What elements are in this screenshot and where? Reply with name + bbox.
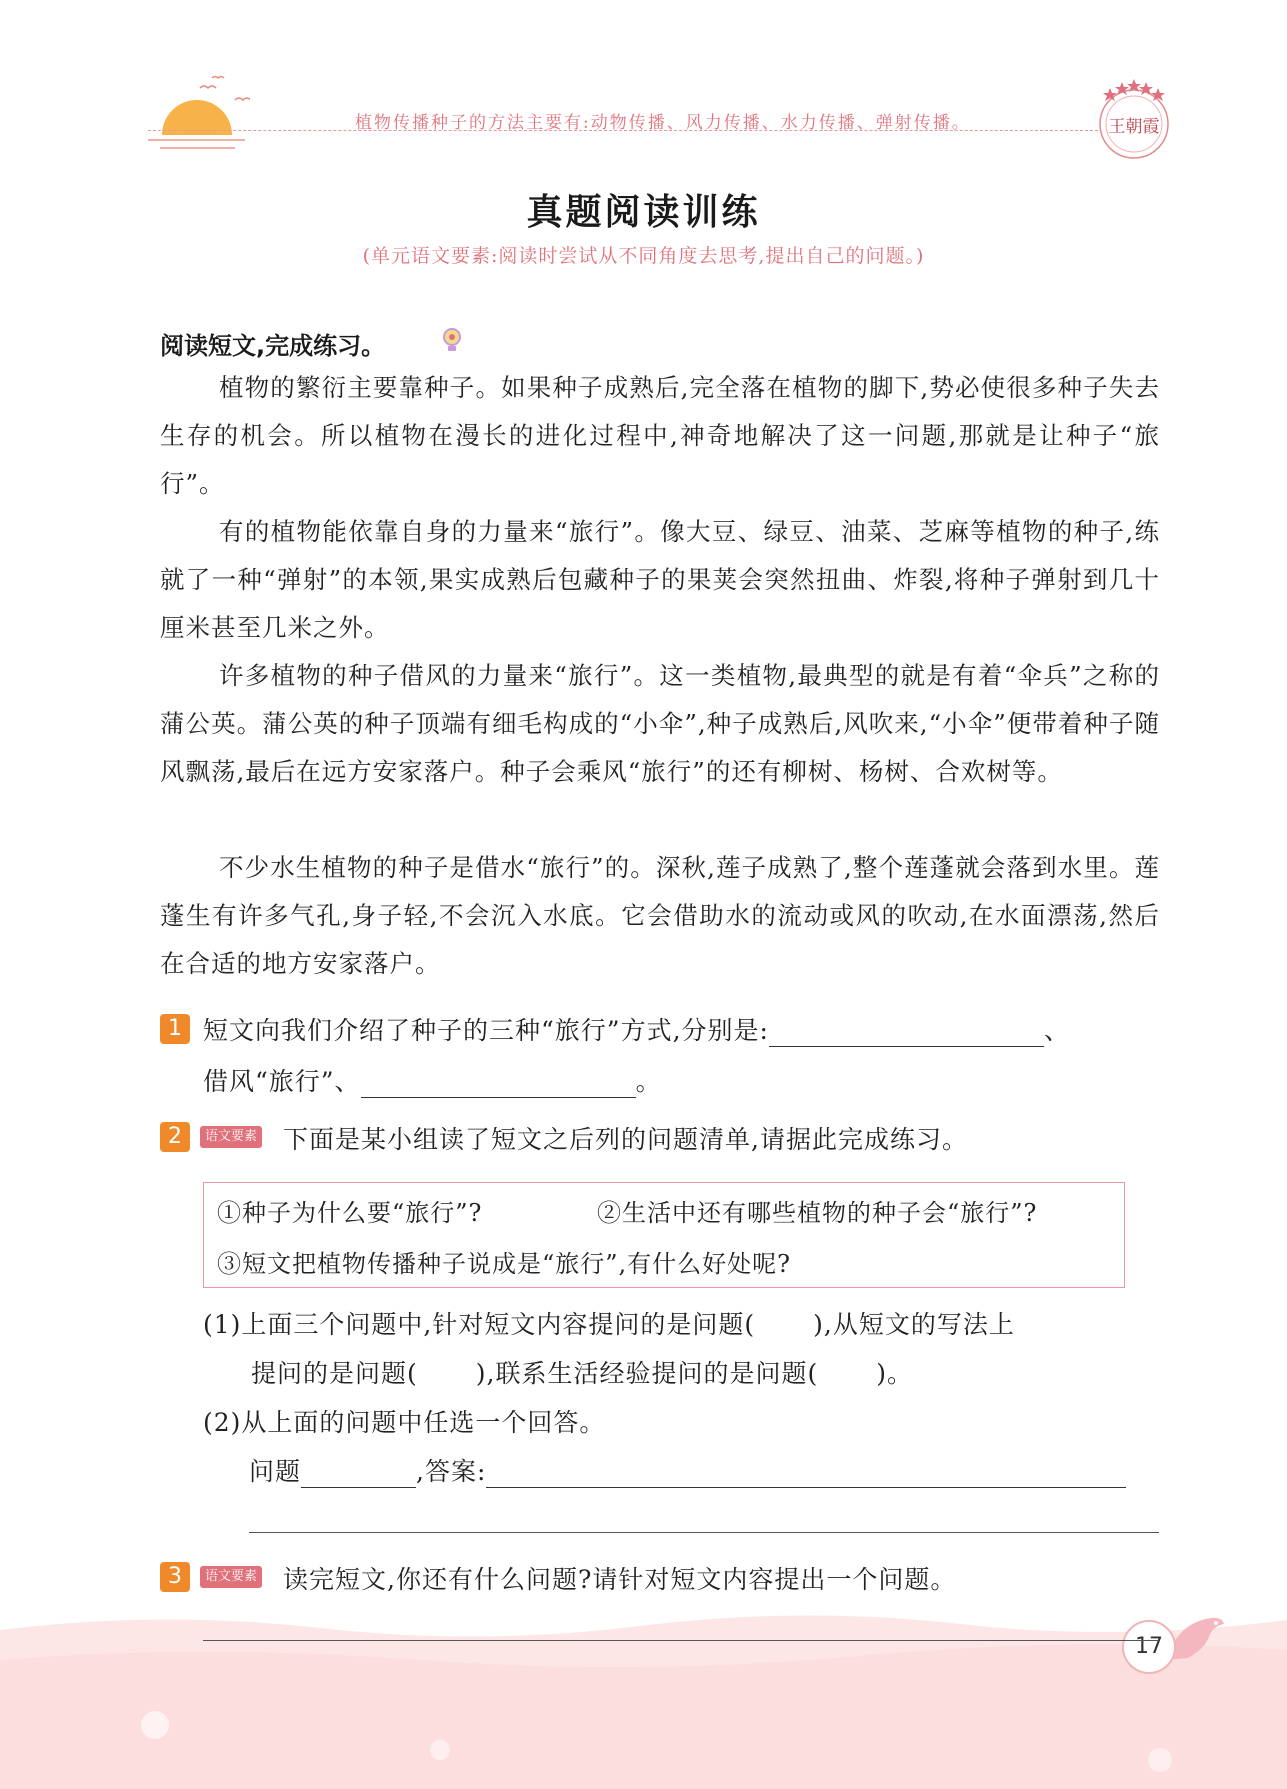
footer-wave-decoration [0,1600,1287,1789]
reading-instruction: 阅读短文,完成练习。 [160,332,386,360]
question-3-tag: 语文要素 [200,1566,262,1588]
passage-paragraph-3: 许多植物的种子借风的力量来“旅行”。这一类植物,最典型的就是有着“伞兵”之称的蒲公英。蒲公英的种子顶端有细毛构成的“小伞”,种子成熟后,风吹来,“小伞”便带着种子随风飘荡,最后在远方安家落户。种子会乘风“旅行”的还有柳树、杨树、合欢树等。 [160,661,1160,786]
subquestion-1-line-2 [251,1354,913,1390]
question-2-text: 下面是某小组读了短文之后列的问题清单,请据此完成练习。 [283,1125,968,1154]
subquestion-1-text-d: ),联系生活经验提问的是问题( [475,1359,819,1388]
question-1-text [203,1011,1070,1047]
question-2-tag: 语文要素 [200,1126,262,1148]
question-1-end: 。 [635,1067,662,1096]
answer-blank-2[interactable] [361,1071,636,1098]
answer-blank-1[interactable] [769,1020,1044,1047]
question-1-number: 1 [160,1014,190,1044]
question-list-item-2: ②生活中还有哪些植物的种子会“旅行”? [597,1199,1038,1227]
subquestion-1-text-b: ),从短文的写法上 [813,1310,1015,1339]
answer-question-label: 问题 [249,1457,302,1486]
unit-note: (单元语文要素:阅读时尝试从不同角度去思考,提出自己的问题。) [362,245,925,267]
question-1-line-2 [203,1062,662,1098]
question-3-number: 3 [160,1562,190,1592]
passage-paragraph-4: 不少水生植物的种子是借水“旅行”的。深秋,莲子成熟了,整个莲蓬就会落到水里。莲蓬生有许多气孔,身子轻,不会沉入水底。它会借助水的流动或风的吹动,在水面漂荡,然后在合适的地方安家落户。 [160,853,1160,978]
question-2-number: 2 [160,1122,190,1152]
question-1-prompt: 短文向我们介绍了种子的三种“旅行”方式,分别是: [203,1016,769,1045]
page-number: 17 [1122,1620,1176,1674]
svg-text:王朝霞: 王朝霞 [1108,117,1160,137]
header-note: 植物传播种子的方法主要有:动物传播、风力传播、水力传播、弹射传播。 [355,113,971,133]
subquestion-1-text-c: 提问的是问题( [251,1359,418,1388]
answer-label: ,答案: [416,1457,487,1486]
question-list-item-3: ③短文把植物传播种子说成是“旅行”,有什么好处呢? [217,1250,792,1278]
question-3-text: 读完短文,你还有什么问题?请针对短文内容提出一个问题。 [283,1565,957,1594]
author-seal-logo [1088,74,1180,166]
question-1-separator: 、 [1043,1016,1070,1045]
question-choice-blank[interactable] [301,1461,416,1488]
passage-paragraph-1: 植物的繁衍主要靠种子。如果种子成熟后,完全落在植物的脚下,势必使很多种子失去生存的机会。所以植物在漫长的进化过程中,神奇地解决了这一问题,那就是让种子“旅行”。 [160,373,1160,498]
passage-paragraph-2: 有的植物能依靠自身的力量来“旅行”。像大豆、绿豆、油菜、芝麻等植物的种子,练就了一种“弹射”的本领,果实成熟后包藏种子的果荚会突然扭曲、炸裂,将种子弹射到几十厘米甚至几米之外。 [160,517,1160,642]
subquestion-1-line-1 [203,1305,1015,1341]
sun-icon [140,60,250,170]
page-title: 真题阅读训练 [526,192,761,233]
answer-line-3[interactable] [203,1640,1159,1641]
subquestion-1-text-e: )。 [876,1359,913,1388]
question-1-wind: 借风“旅行”、 [203,1067,361,1096]
subquestion-2-text: (2)从上面的问题中任选一个回答。 [203,1408,606,1437]
answer-line-2[interactable] [249,1532,1159,1533]
question-list-item-1: ①种子为什么要“旅行”? [217,1199,483,1227]
subquestion-2-answer-line [249,1452,1126,1488]
subquestion-1-text-a: (1)上面三个问题中,针对短文内容提问的是问题( [203,1310,756,1339]
lightbulb-icon [441,327,463,353]
answer-blank-3[interactable] [486,1461,1126,1488]
